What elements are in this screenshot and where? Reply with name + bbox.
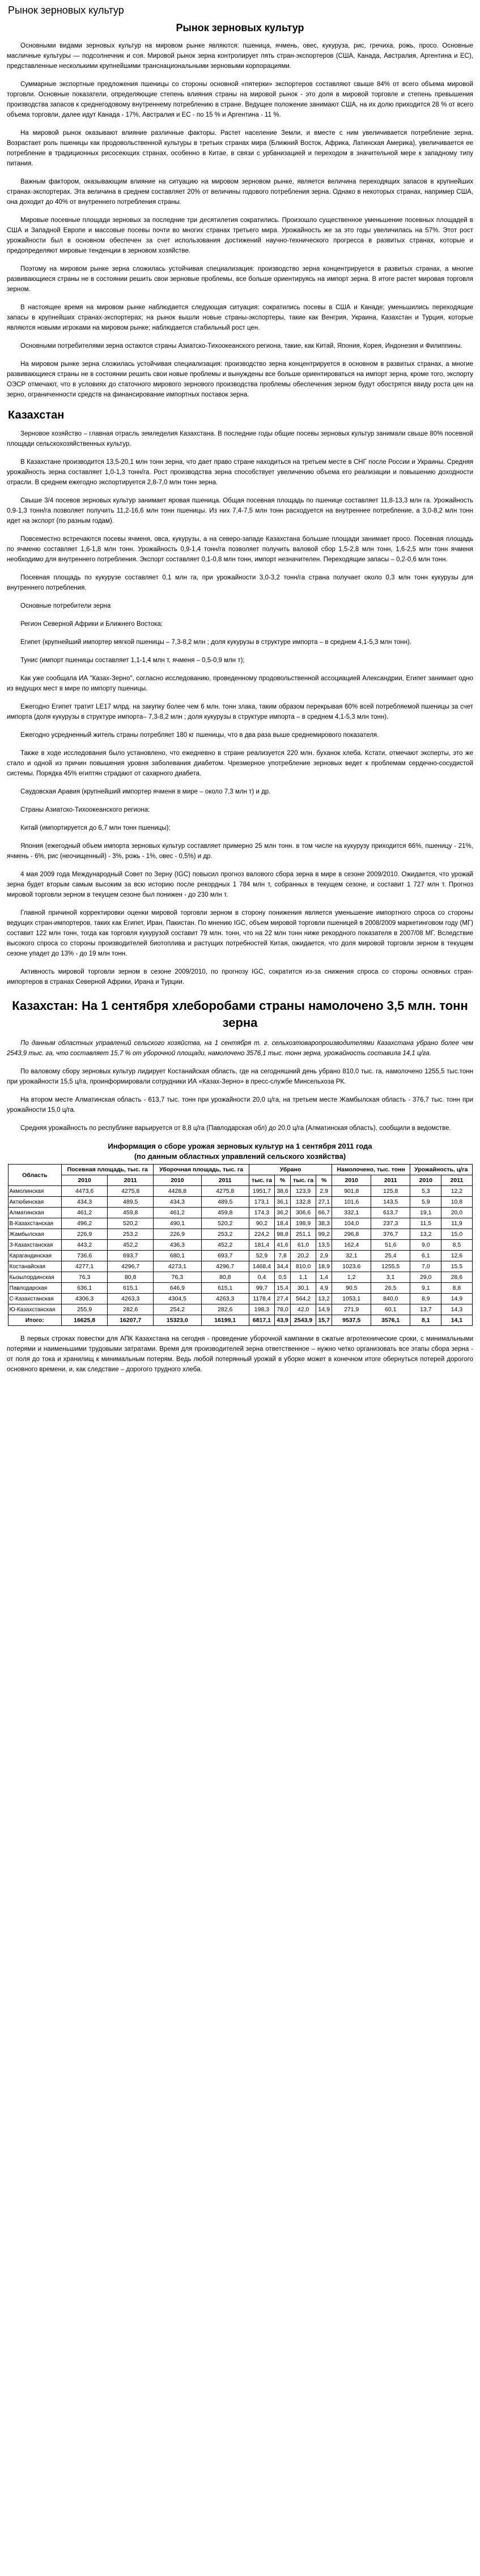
value-cell: 32,1 bbox=[332, 1251, 371, 1261]
total-value: 2543,9 bbox=[291, 1315, 316, 1326]
value-cell: 104,0 bbox=[332, 1218, 371, 1229]
table-row bbox=[8, 1208, 472, 1218]
value-cell: 61,0 bbox=[291, 1240, 316, 1251]
value-cell: 226,9 bbox=[154, 1229, 201, 1240]
value-cell: 198,3 bbox=[249, 1304, 274, 1315]
region-cell: З-Казахстанская bbox=[8, 1240, 62, 1251]
value-cell: 78,0 bbox=[275, 1304, 291, 1315]
value-cell: 4263,3 bbox=[108, 1294, 154, 1304]
value-cell: 253,2 bbox=[201, 1229, 249, 1240]
value-cell: 9,1 bbox=[410, 1283, 441, 1294]
value-cell: 60,1 bbox=[371, 1304, 410, 1315]
region-cell: Ю-Казахстанская bbox=[8, 1304, 62, 1315]
value-cell: 14,3 bbox=[441, 1304, 472, 1315]
total-value: 8,1 bbox=[410, 1315, 441, 1326]
closing-section bbox=[7, 1334, 473, 1375]
paragraph: Ежегодно Египет тратит LE17 млрд. на закупку более чем 6 млн. тонн злака, таким образом перекрывая 60% всей потребляемой пшеницы за счет импорта (доля кукурузы в структуре импорта– 7,3-8,2 млн ; доля кукурузы в структуре импорта – в среднем 4,1-5,3 млн тонн). bbox=[7, 703, 473, 720]
value-cell: 376,7 bbox=[371, 1229, 410, 1240]
value-cell: 901,8 bbox=[332, 1186, 371, 1197]
th-unit: тыс. га bbox=[249, 1175, 274, 1186]
value-cell: 615,1 bbox=[108, 1283, 154, 1294]
value-cell: 282,6 bbox=[201, 1304, 249, 1315]
value-cell: 90,5 bbox=[332, 1283, 371, 1294]
value-cell: 253,2 bbox=[108, 1229, 154, 1240]
table-total-row bbox=[8, 1315, 472, 1326]
value-cell: 162,4 bbox=[332, 1240, 371, 1251]
value-cell: 132,8 bbox=[291, 1197, 316, 1208]
paragraph: Страны Азиатско-Тихоокеанского региона: bbox=[20, 807, 150, 813]
value-cell: 254,2 bbox=[154, 1304, 201, 1315]
value-cell: 173,1 bbox=[249, 1197, 274, 1208]
table-row bbox=[8, 1218, 472, 1229]
kazakhstan-heading: Казахстан bbox=[8, 409, 65, 421]
value-cell: 4296,7 bbox=[108, 1261, 154, 1272]
value-cell: 489,5 bbox=[108, 1197, 154, 1208]
paragraph: Япония (ежегодный объем импорта зерновых культур составляет примерно 25 млн тонн. в том числе на кукурузу приходится 66%, пшеницу - 21%, ячмень - 6%, рис (неочищенный) - 3%, рожь - 1%, овес - 0,5%) и др. bbox=[7, 843, 473, 860]
value-cell: 14,9 bbox=[316, 1304, 332, 1315]
table-row bbox=[8, 1294, 472, 1304]
value-cell: 29,0 bbox=[410, 1272, 441, 1283]
paragraph: Повсеместно встречаются посевы ячменя, овса, кукурузы, а на северо-западе Казахстана большие площади занимает просо. Посевная площадь по ячменю составляет 1,6-1,8 млн тонн. Урожайность 0,9-1,4 тонн/га позволяет получить валовой сбор 1,5-2,8 млн тонн, 1,6-2,5 млн тонн ячменя необходимо для внутреннего потребления. Экспорт составляет 0,1-0,8 млн тонн, импорт незначителен. Переходящие запасы – 0,2-0,6 млн тонн. bbox=[7, 536, 473, 563]
value-cell: 19,1 bbox=[410, 1208, 441, 1218]
value-cell: 30,1 bbox=[291, 1283, 316, 1294]
value-cell: 434,3 bbox=[62, 1197, 108, 1208]
th-year: 2011 bbox=[371, 1175, 410, 1186]
value-cell: 15,4 bbox=[275, 1283, 291, 1294]
region-cell: Карагандинская bbox=[8, 1251, 62, 1261]
paragraph: Зерновое хозяйство – главная отрасль земледелия Казахстана. В последние годы общие посевы зерновых культур занимали свыше 80% посевной площади сельскохозяйственных культур. bbox=[7, 430, 473, 447]
page-title: Рынок зерновых культур bbox=[8, 5, 124, 16]
value-cell: 98,8 bbox=[275, 1229, 291, 1240]
value-cell: 693,7 bbox=[201, 1251, 249, 1261]
value-cell: 646,9 bbox=[154, 1283, 201, 1294]
paragraph: По данным областных управлений сельского хозяйства, на 1 сентября т. г. сельхозтоваропроизводителями Казахстана убрано более чем 2543,9 тыс. га, что составляет 15,7 % от уборочной площади, намолочено 3576,1 тыс. тонн зерна, урожайность составила 14,1 ц/га. bbox=[7, 1040, 473, 1057]
document-title: Рынок зерновых культур bbox=[176, 22, 304, 33]
th-unit: тыс. га bbox=[291, 1175, 316, 1186]
table-row bbox=[8, 1229, 472, 1240]
value-cell: 461,2 bbox=[62, 1208, 108, 1218]
value-cell: 18,9 bbox=[316, 1261, 332, 1272]
value-cell: 13,2 bbox=[410, 1229, 441, 1240]
th-year: 2011 bbox=[201, 1175, 249, 1186]
value-cell: 66,7 bbox=[316, 1208, 332, 1218]
value-cell: 15,0 bbox=[441, 1229, 472, 1240]
value-cell: 251,1 bbox=[291, 1229, 316, 1240]
total-value: 3576,1 bbox=[371, 1315, 410, 1326]
th-unit: % bbox=[275, 1175, 291, 1186]
total-value: 43,9 bbox=[275, 1315, 291, 1326]
kazakhstan-section bbox=[7, 429, 473, 987]
paragraph: Активность мировой торговли зерном в сезоне 2009/2010, по прогнозу IGC, сократится из-за снижения спроса со стороны основных стран-импортеров в странах Северной Африки, Ирана и Турции. bbox=[7, 969, 473, 986]
value-cell: 282,6 bbox=[108, 1304, 154, 1315]
value-cell: 27,4 bbox=[275, 1294, 291, 1304]
th-sown-area: Посевная площадь, тыс. га bbox=[62, 1165, 154, 1175]
th-yield: Урожайность, ц/га bbox=[410, 1165, 472, 1175]
table-body bbox=[8, 1186, 472, 1326]
total-value: 16207,7 bbox=[108, 1315, 154, 1326]
th-year: 2011 bbox=[108, 1175, 154, 1186]
total-value: 14,1 bbox=[441, 1315, 472, 1326]
total-value: 15,7 bbox=[316, 1315, 332, 1326]
value-cell: 490,1 bbox=[154, 1218, 201, 1229]
total-value: 16199,1 bbox=[201, 1315, 249, 1326]
value-cell: 636,1 bbox=[62, 1283, 108, 1294]
th-harvest-area: Уборочная площадь, тыс. га bbox=[154, 1165, 249, 1175]
value-cell: 25,4 bbox=[371, 1251, 410, 1261]
value-cell: 2,9 bbox=[316, 1186, 332, 1197]
value-cell: 1178,4 bbox=[249, 1294, 274, 1304]
value-cell: 41,6 bbox=[275, 1240, 291, 1251]
paragraph: Главной причиной корректировки оценки мировой торговли зерном в сторону понижения является уменьшение импортного спроса со стороны ведущих стран-импортеров, таких как Египет, Иран, Пакистан. По мнению IGC, объем мировой торговли пшеницей в 2008/2009 маркетинговом году (МГ) составит 122 млн тонн, тогда как торговля кукурузой составит 79 млн. тонн, что на 22 млн тонн ниже рекордного показателя в 2007/08 МГ. Вследствие высокого спроса со стороны производителей биотоплива и растущих потребностей Китая, ожидается, что доля мировой торговли зерном в текущем сезоне упадет до 13% - до 19 млн тонн. bbox=[7, 910, 473, 957]
value-cell: 4275,8 bbox=[108, 1186, 154, 1197]
value-cell: 7,0 bbox=[410, 1261, 441, 1272]
value-cell: 4306,3 bbox=[62, 1294, 108, 1304]
table-row bbox=[8, 1240, 472, 1251]
value-cell: 76,3 bbox=[62, 1272, 108, 1283]
th-harvested: Убрано bbox=[249, 1165, 332, 1175]
total-value: 9537,5 bbox=[332, 1315, 371, 1326]
value-cell: 4,9 bbox=[316, 1283, 332, 1294]
paragraph: Суммарные экспортные предложения пшеницы со стороны основной «пятерки» экспортеров составляют свыше 84% от всего объема мировой торговли. Основные показатели, определяющие степень влияния страны на мировой рынок - это доля в мировой торговле и степень превышения производства запасов к среднегодовому внутреннему потреблению в стране. Ведущее положение занимают США, на их долю приходится 28 % от всего объема торговли, далее идут Канада - 17%, Австралия и ЕС - по 15 % и Аргентина - 11 %. bbox=[7, 81, 473, 118]
paragraph: Важным фактором, оказывающим влияние на ситуацию на мировом зерновом рынке, является величина переходящих запасов в крупнейших странах-экспортерах. Эта величина в среднем составляет 20% от величины годового потребления зерна. Однако в некоторых странах, например США, она доходит до 40% от внутреннего потребления страны. bbox=[7, 178, 473, 206]
paragraph: Тунис (импорт пшеницы составляет 1,1-1,4 млн т, ячменя – 0,5-0,9 млн т); bbox=[20, 657, 245, 664]
region-cell: Алматинская bbox=[8, 1208, 62, 1218]
table-row bbox=[8, 1283, 472, 1294]
value-cell: 1951,7 bbox=[249, 1186, 274, 1197]
value-cell: 0,4 bbox=[249, 1272, 274, 1283]
paragraph: 4 мая 2009 года Международный Совет по Зерну (IGC) повысил прогноз валового сбора зерна в мире в сезоне 2009/2010. Ожидается, что урожай зерна будет вторым самым высоким за всю историю после рекордных 1 784 млн т, собранных в текущем сезоне, и составит 1 727 млн т. Прогноз мировой торговли зерном в текущем сезоне был понижен - до 230 млн т. bbox=[7, 871, 473, 898]
value-cell: 810,0 bbox=[291, 1261, 316, 1272]
value-cell: 10,8 bbox=[441, 1197, 472, 1208]
value-cell: 436,3 bbox=[154, 1240, 201, 1251]
value-cell: 4296,7 bbox=[201, 1261, 249, 1272]
value-cell: 1,1 bbox=[291, 1272, 316, 1283]
value-cell: 26,5 bbox=[371, 1283, 410, 1294]
value-cell: 520,2 bbox=[201, 1218, 249, 1229]
value-cell: 80,8 bbox=[108, 1272, 154, 1283]
paragraph: На втором месте Алматинская область - 613,7 тыс. тонн при урожайности 20,0 ц/га, на третьем месте Жамбылская область - 376,7 тыс. тонн при урожайности 15,0 ц/га. bbox=[7, 1097, 473, 1114]
value-cell: 15,5 bbox=[441, 1261, 472, 1272]
value-cell: 76,3 bbox=[154, 1272, 201, 1283]
table-title-line2: (по данным областных управлений сельского хозяйства) bbox=[134, 1152, 346, 1161]
total-value: 16625,8 bbox=[62, 1315, 108, 1326]
harvest-table bbox=[8, 1164, 473, 1326]
value-cell: 4428,8 bbox=[154, 1186, 201, 1197]
value-cell: 52,9 bbox=[249, 1251, 274, 1261]
paragraph: Саудовская Аравия (крупнейший импортер ячменя в мире – около 7,3 млн т) и др. bbox=[20, 788, 271, 795]
value-cell: 4273,1 bbox=[154, 1261, 201, 1272]
value-cell: 680,1 bbox=[154, 1251, 201, 1261]
th-year: 2010 bbox=[154, 1175, 201, 1186]
value-cell: 125,8 bbox=[371, 1186, 410, 1197]
value-cell: 237,3 bbox=[371, 1218, 410, 1229]
value-cell: 38,6 bbox=[275, 1186, 291, 1197]
value-cell: 255,9 bbox=[62, 1304, 108, 1315]
total-value: 15323,0 bbox=[154, 1315, 201, 1326]
value-cell: 1,4 bbox=[316, 1272, 332, 1283]
value-cell: 181,4 bbox=[249, 1240, 274, 1251]
paragraph: Основными видами зерновых культур на мировом рынке являются: пшеница, ячмень, овес, кукуруза, рис, гречиха, рожь, просо. Основные масличные культуры — подсолнечник и соя. Мировой рынок зерна контролирует пять стран-экспортеров (США, Канада, Австралия, Аргентина и ЕС), представленные несколькими крупнейшими транснациональными зерновыми корпорациями. bbox=[7, 42, 473, 70]
harvest-heading: Казахстан: На 1 сентября хлеборобами страны намолочено 3,5 млн. тонн зерна bbox=[12, 999, 468, 1030]
value-cell: 613,7 bbox=[371, 1208, 410, 1218]
paragraph: Регион Северной Африки и Ближнего Востока: bbox=[20, 621, 163, 628]
value-cell: 36,1 bbox=[275, 1197, 291, 1208]
paragraph: Посевная площадь по кукурузе составляет 0,1 млн га, при урожайности 3,0-3,2 тонн/га страна получает около 0,3 млн тонн кукурузы для внутреннего потребления. bbox=[7, 574, 473, 591]
table-row bbox=[8, 1261, 472, 1272]
total-label: Итого: bbox=[8, 1315, 62, 1326]
value-cell: 736,6 bbox=[62, 1251, 108, 1261]
paragraph: Мировые посевные площади зерновых за последние три десятилетия сократились. Произошло существенное уменьшение посевных площадей в США и Западной Европе и массовые посевы почти во многих странах третьего мира. Урожайность же за это годы увеличилась на 57%. Этот рост урожайности был в основном обеспечен за счет использования достижений научно-технического прогресса в развитых странах, которые и предопределяют мировые тенденции в зерновом хозяйстве. bbox=[7, 217, 473, 254]
value-cell: 4473,6 bbox=[62, 1186, 108, 1197]
value-cell: 443,2 bbox=[62, 1240, 108, 1251]
value-cell: 1468,4 bbox=[249, 1261, 274, 1272]
table-row bbox=[8, 1197, 472, 1208]
value-cell: 306,6 bbox=[291, 1208, 316, 1218]
value-cell: 496,2 bbox=[62, 1218, 108, 1229]
value-cell: 28,6 bbox=[441, 1272, 472, 1283]
value-cell: 51,6 bbox=[371, 1240, 410, 1251]
paragraph: Египет (крупнейший импортер мягкой пшеницы – 7,3-8,2 млн ; доля кукурузы в структуре импорта – в среднем 4,1-5,3 млн тонн). bbox=[20, 639, 411, 646]
value-cell: 13,7 bbox=[410, 1304, 441, 1315]
value-cell: 459,8 bbox=[201, 1208, 249, 1218]
value-cell: 332,1 bbox=[332, 1208, 371, 1218]
value-cell: 1053,1 bbox=[332, 1294, 371, 1304]
value-cell: 459,8 bbox=[108, 1208, 154, 1218]
value-cell: 101,6 bbox=[332, 1197, 371, 1208]
value-cell: 143,5 bbox=[371, 1197, 410, 1208]
value-cell: 8,9 bbox=[410, 1294, 441, 1304]
value-cell: 6,1 bbox=[410, 1251, 441, 1261]
value-cell: 3,1 bbox=[371, 1272, 410, 1283]
value-cell: 693,7 bbox=[108, 1251, 154, 1261]
value-cell: 123,9 bbox=[291, 1186, 316, 1197]
value-cell: 226,9 bbox=[62, 1229, 108, 1240]
value-cell: 13,5 bbox=[316, 1240, 332, 1251]
table-row bbox=[8, 1186, 472, 1197]
value-cell: 8,5 bbox=[441, 1240, 472, 1251]
table-row bbox=[8, 1251, 472, 1261]
value-cell: 12,2 bbox=[441, 1186, 472, 1197]
th-region: Область bbox=[8, 1165, 62, 1186]
region-cell: Жамбылская bbox=[8, 1229, 62, 1240]
region-cell: Павлодарская bbox=[8, 1283, 62, 1294]
paragraph: Ежегодно усредненный житель страны потребляет 180 кг пшеницы, что в два раза выше среднемирового показателя. bbox=[20, 732, 379, 739]
value-cell: 5,3 bbox=[410, 1186, 441, 1197]
value-cell: 2,9 bbox=[316, 1251, 332, 1261]
value-cell: 1,2 bbox=[332, 1272, 371, 1283]
th-threshed: Намолочено, тыс. тонн bbox=[332, 1165, 410, 1175]
value-cell: 840,0 bbox=[371, 1294, 410, 1304]
th-year: 2010 bbox=[410, 1175, 441, 1186]
value-cell: 4304,5 bbox=[154, 1294, 201, 1304]
paragraph: Основными потребителями зерна остаются страны Азиатско-Тихоокеанского региона, такие, как Китай, Япония, Корея, Индонезия и Филиппины. bbox=[20, 343, 462, 349]
value-cell: 36,2 bbox=[275, 1208, 291, 1218]
value-cell: 11,9 bbox=[441, 1218, 472, 1229]
paragraph: Свыше 3/4 посевов зерновых культур занимает яровая пшеница. Общая посевная площадь по пшенице составляет 11,8-13,3 млн га. Урожайность 0,9-1,3 тонн/га позволяет получить 11,2-16,6 млн тонн пшеницы. Из них 7,4-7,5 млн тонн расходуется на внутреннее потребление, а 3,0-8,2 млн тонн идет на экспорт (по разным годам). bbox=[7, 497, 473, 524]
value-cell: 615,1 bbox=[201, 1283, 249, 1294]
region-cell: В-Казахстанская bbox=[8, 1218, 62, 1229]
paragraph: Основные потребители зерна bbox=[20, 603, 111, 609]
value-cell: 1023,6 bbox=[332, 1261, 371, 1272]
value-cell: 224,2 bbox=[249, 1229, 274, 1240]
th-unit: % bbox=[316, 1175, 332, 1186]
value-cell: 174,3 bbox=[249, 1208, 274, 1218]
th-year: 2010 bbox=[62, 1175, 108, 1186]
paragraph: В настоящее время на мировом рынке наблюдается следующая ситуация: сократились посевы в США и Канаде; уменьшились переходящие запасы в крупнейших странах-экспортерах; на рынок вышли новые страны-экспортеры, такие как Венгрия, Украина, Казахстан и Турция, которые являются новыми игроками на мировом рынке; наблюдается стабильный рост цен. bbox=[7, 304, 473, 331]
value-cell: 434,3 bbox=[154, 1197, 201, 1208]
paragraph: На мировом рынке зерна сложилась устойчивая специализация: производство зерна концентрируется в основном в развитых странах, а многие развивающиеся страны не в состоянии решить свои новые проблемы и вынуждены все больше ориентироваться на импорт зерна, кроме того, экспорту ОЭСР отмечают, что в условиях до статочного мирового зернового производства проблемы обеспечения зерном будут обострятся ввиду роста цен на зерно, ограниченности средств на финансирование импортных поставок зерна. bbox=[7, 361, 473, 398]
harvest-section bbox=[7, 1038, 473, 1133]
value-cell: 564,2 bbox=[291, 1294, 316, 1304]
value-cell: 13,2 bbox=[316, 1294, 332, 1304]
th-year: 2010 bbox=[332, 1175, 371, 1186]
value-cell: 4263,3 bbox=[201, 1294, 249, 1304]
total-value: 6817,1 bbox=[249, 1315, 274, 1326]
value-cell: 1255,5 bbox=[371, 1261, 410, 1272]
value-cell: 5,9 bbox=[410, 1197, 441, 1208]
value-cell: 99,2 bbox=[316, 1229, 332, 1240]
paragraph: Поэтому на мировом рынке зерна сложилась устойчивая специализация: производство зерна концентрируется в развитых странах, а многие развивающиеся страны не в состоянии решить свои зерновые проблемы, все больше ориентируясь на импорт зерна. В итоге растет мировая торговля зерном. bbox=[7, 266, 473, 293]
value-cell: 9,0 bbox=[410, 1240, 441, 1251]
value-cell: 42,0 bbox=[291, 1304, 316, 1315]
value-cell: 4275,8 bbox=[201, 1186, 249, 1197]
paragraph: На мировой рынок оказывают влияние различные факторы. Растет население Земли, и вместе с ним увеличивается потребление зерна. Возрастает роль пшеницы как продовольственной культуры в третьих странах мира (Ближний Восток, Африка, Латинская Америка), увеличивается ее потребление в традиционных рисосеющих странах, особенно в Китае, в связи с урбанизацией и переходом в значительной мере к западному типу питания. bbox=[7, 130, 473, 167]
value-cell: 20,2 bbox=[291, 1251, 316, 1261]
value-cell: 452,2 bbox=[108, 1240, 154, 1251]
value-cell: 520,2 bbox=[108, 1218, 154, 1229]
paragraph: Средняя урожайность по республике варьируется от 8,8 ц/га (Павлодарская обл) до 20,0 ц/га (Алматинская область), сообщили в ведомстве. bbox=[20, 1125, 451, 1132]
value-cell: 489,5 bbox=[201, 1197, 249, 1208]
paragraph: В Казахстане производится 13,5-20,1 млн тонн зерна, что дает право стране находиться на третьем месте в СНГ после России и Украины. Средняя урожайность зерна составляет 1,0-1,3 тонн/га. Рост производства зерна способствует увеличению объема его реализации и повышению доходности отрасли. В среднем ежегодно экспортируется 2,8-7,0 млн тонн зерна. bbox=[7, 459, 473, 486]
value-cell: 0,5 bbox=[275, 1272, 291, 1283]
value-cell: 452,2 bbox=[201, 1240, 249, 1251]
paragraph: В первых строках повестки для АПК Казахстана на сегодня - проведение уборочной кампании в сжатые агротехнические сроки, с минимальными потерями и наименьшими трудовыми затратами. Время для производителей зерна ответственное – нужно четко организовать все этапы сбора зерна - от поля до тока и хранилищ к минимальным потерям. Ведь любой потерянный урожай в уборке может в конечном итоге обернуться потерей дорогого основного времени, и, как следствие – дорогого трудного хлеба. bbox=[7, 1336, 473, 1373]
value-cell: 271,9 bbox=[332, 1304, 371, 1315]
th-year: 2011 bbox=[441, 1175, 472, 1186]
value-cell: 4277,1 bbox=[62, 1261, 108, 1272]
value-cell: 296,8 bbox=[332, 1229, 371, 1240]
paragraph: Также в ходе исследования было установлено, что ежедневно в стране реализуется 220 млн. буханок хлеба. Кстати, отмечают эксперты, это же стало и одной из причин повышения уровня заболевания диабетом. Чрезмерное употребление зерновых ведет к проблемам сердечно-сосудистой системы. Порядка 45% египтян страдают от сахарного диабета. bbox=[7, 750, 473, 777]
intro-section bbox=[7, 41, 473, 400]
region-cell: С-Казахстанская bbox=[8, 1294, 62, 1304]
region-cell: Костанайская bbox=[8, 1261, 62, 1272]
value-cell: 12,6 bbox=[441, 1251, 472, 1261]
value-cell: 7,8 bbox=[275, 1251, 291, 1261]
table-title bbox=[7, 1141, 473, 1162]
value-cell: 34,4 bbox=[275, 1261, 291, 1272]
value-cell: 18,4 bbox=[275, 1218, 291, 1229]
region-cell: Актюбинская bbox=[8, 1197, 62, 1208]
paragraph: Китай (импортируется до 6,7 млн тонн пшеницы); bbox=[20, 825, 171, 831]
region-cell: Кызылординская bbox=[8, 1272, 62, 1283]
value-cell: 11,5 bbox=[410, 1218, 441, 1229]
value-cell: 14,9 bbox=[441, 1294, 472, 1304]
value-cell: 38,3 bbox=[316, 1218, 332, 1229]
value-cell: 198,9 bbox=[291, 1218, 316, 1229]
table-row bbox=[8, 1304, 472, 1315]
paragraph: По валовому сбору зерновых культур лидирует Костанайская область, где на сегодняшний день убрано 810,0 тыс. га, намолочено 1255,5 тыс.тонн при урожайности 15,5 ц/га, проинформировали сотрудники ИА «Казах-Зерно» в пресс-службе Минсельхоза РК. bbox=[7, 1068, 473, 1085]
value-cell: 27,1 bbox=[316, 1197, 332, 1208]
value-cell: 20,0 bbox=[441, 1208, 472, 1218]
value-cell: 461,2 bbox=[154, 1208, 201, 1218]
value-cell: 90,2 bbox=[249, 1218, 274, 1229]
value-cell: 80,8 bbox=[201, 1272, 249, 1283]
table-title-line1: Информация о сборе урожая зерновых культур на 1 сентября 2011 года bbox=[108, 1142, 372, 1150]
paragraph: Как уже сообщала ИА "Казах-Зерно", согласно исследованию, проведенному продовольственной ассоциацией Александрии, Египет занимает одно из ведущих мест в мире по импорту пшеницы. bbox=[7, 675, 473, 692]
value-cell: 8,8 bbox=[441, 1283, 472, 1294]
table-row bbox=[8, 1272, 472, 1283]
region-cell: Акмолинская bbox=[8, 1186, 62, 1197]
value-cell: 99,7 bbox=[249, 1283, 274, 1294]
